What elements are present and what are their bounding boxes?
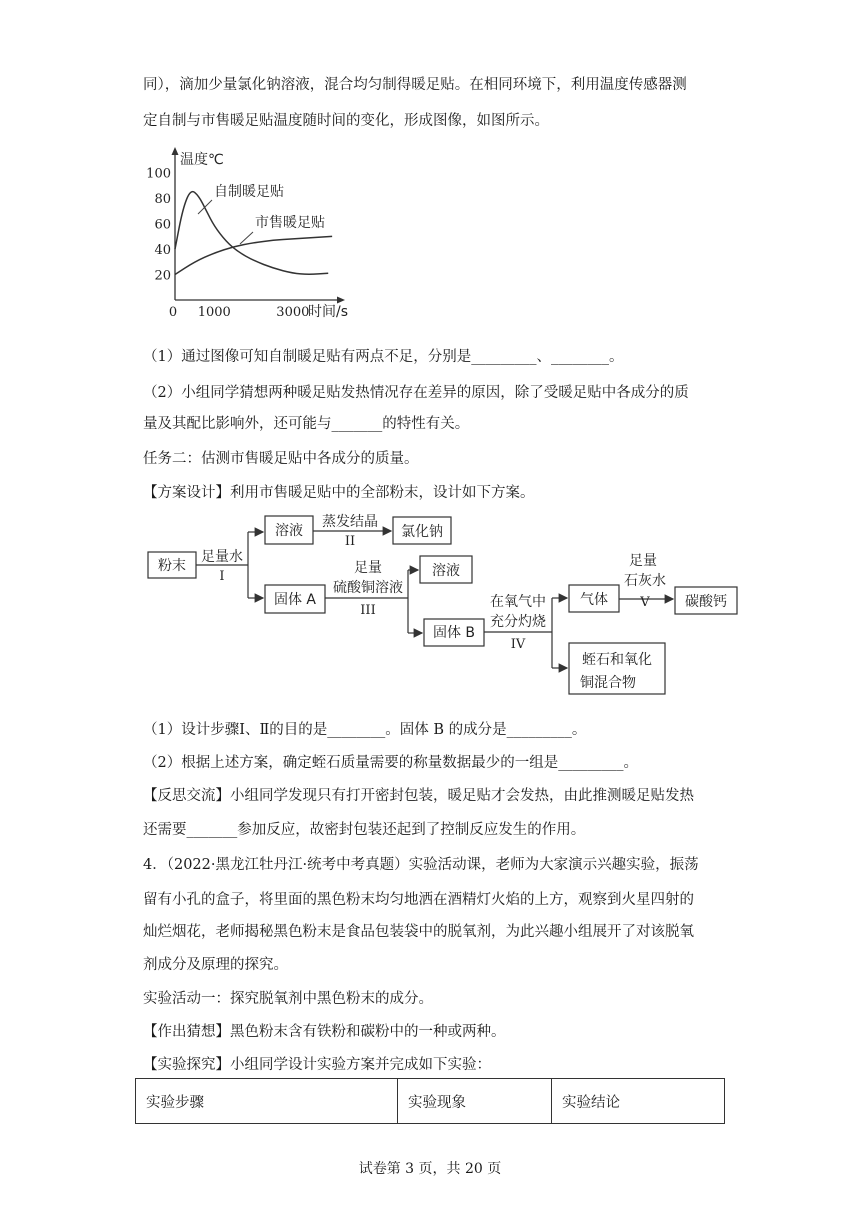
series-label-homemade: 自制暖足贴	[214, 184, 284, 200]
label-step4-1: 在氧气中	[490, 594, 546, 610]
label-step4-2: 充分灼烧	[490, 614, 546, 630]
y-axis-label: 温度℃	[180, 152, 224, 168]
series-label-commercial: 市售暖足贴	[255, 215, 325, 231]
label-solid-b: 固体 B	[432, 625, 476, 641]
page-footer: 试卷第 3 页，共 20 页	[358, 1161, 502, 1177]
text-line: 定自制与市售暖足贴温度随时间的变化，形成图像，如图所示。	[143, 113, 549, 129]
text-line: 留有小孔的盒子，将里面的黑色粉末均匀地洒在酒精灯火焰的上方，观察到火星四射的	[143, 892, 694, 908]
text-line: 还需要_______参加反应，故密封包装还起到了控制反应发生的作用。	[143, 822, 586, 838]
y-tick-label: 100	[146, 166, 171, 182]
temperature-chart	[140, 140, 370, 330]
label-step2: 蒸发结晶	[322, 514, 378, 530]
x-axis-arrow	[337, 297, 345, 304]
table-header-conclusion: 实验结论	[562, 1095, 620, 1111]
label-caco3: 碳酸钙	[685, 594, 727, 610]
text-line: （2）小组同学猜想两种暖足贴发热情况存在差异的原因，除了受暖足贴中各成分的质	[143, 385, 689, 401]
x-tick-label: 0	[168, 305, 178, 320]
x-tick-labels	[169, 305, 310, 320]
label-step5-1: 足量	[629, 553, 657, 569]
label-step1: 足量水	[201, 549, 243, 565]
text-line: 剂成分及原理的探究。	[143, 957, 288, 973]
y-tick-label: 20	[154, 268, 171, 284]
text-line: （1）通过图像可知自制暖足贴有两点不足，分别是_________、________。	[143, 349, 624, 365]
y-axis-arrow	[172, 147, 179, 155]
label-solution2: 溶液	[432, 563, 460, 579]
x-tick-label: 1000	[197, 305, 231, 320]
text-line: 【作出猜想】黑色粉末含有铁粉和碳粉中的一种或两种。	[143, 1024, 506, 1040]
leader-line-commercial	[240, 232, 253, 244]
label-step3-1: 足量	[354, 560, 382, 576]
experiment-table	[135, 1078, 725, 1124]
text-line: 【方案设计】利用市售暖足贴中的全部粉末，设计如下方案。	[143, 485, 535, 501]
roman-step1: I	[219, 569, 225, 584]
table-header-steps: 实验步骤	[136, 1079, 398, 1123]
text-line: 同），滴加少量氯化钠溶液，混合均匀制得暖足贴。在相同环境下，利用温度传感器测	[143, 77, 687, 93]
text-line: 【实验探究】小组同学设计实验方案并完成如下实验：	[143, 1057, 491, 1073]
text-line: 实验活动一：探究脱氧剂中黑色粉末的成分。	[143, 991, 433, 1007]
x-tick-label: 3000	[276, 305, 310, 320]
leader-line-homemade	[198, 200, 212, 214]
table-header-phenomena: 实验现象	[398, 1079, 552, 1123]
label-gas: 气体	[580, 592, 608, 608]
label-step5-2: 石灰水	[624, 573, 666, 589]
process-flowchart	[140, 508, 727, 708]
label-solution1: 溶液	[275, 523, 303, 539]
roman-step5: V	[640, 595, 650, 610]
roman-step2: II	[344, 534, 356, 549]
roman-step3: III	[360, 603, 376, 618]
text-line: 任务二：估测市售暖足贴中各成分的质量。	[143, 451, 419, 467]
label-powder: 粉末	[158, 558, 186, 574]
text-line: 量及其配比影响外，还可能与_______的特性有关。	[143, 416, 470, 432]
y-tick-label: 40	[154, 243, 171, 259]
series-lines	[175, 192, 332, 275]
text-line: 4．（2022·黑龙江牡丹江·统考中考真题）实验活动课，老师为大家演示兴趣实验，振荡	[143, 857, 699, 873]
y-tick-labels	[146, 167, 171, 284]
label-solid-a: 固体 A	[273, 592, 317, 608]
label-step3-2: 硫酸铜溶液	[333, 580, 403, 596]
roman-step4: IV	[510, 637, 526, 652]
x-axis-label: 时间/s	[308, 304, 349, 320]
label-nacl: 氯化钠	[401, 524, 443, 540]
label-mixture-1: 蛭石和氧化	[582, 652, 652, 668]
text-line: （1）设计步骤Ⅰ、Ⅱ的目的是________。固体 B 的成分是_________。	[143, 722, 587, 738]
y-tick-label: 60	[154, 217, 171, 233]
y-tick-label: 80	[154, 192, 171, 208]
label-mixture-2: 铜混合物	[580, 675, 636, 691]
text-line: 【反思交流】小组同学发现只有打开密封包装，暖足贴才会发热，由此推测暖足贴发热	[143, 788, 694, 804]
text-line: 灿烂烟花，老师揭秘黑色粉末是食品包装袋中的脱氧剂，为此兴趣小组展开了对该脱氧	[143, 924, 694, 940]
text-line: （2）根据上述方案，确定蛭石质量需要的称量数据最少的一组是_________。	[143, 755, 638, 771]
series-line-commercial	[175, 236, 332, 274]
